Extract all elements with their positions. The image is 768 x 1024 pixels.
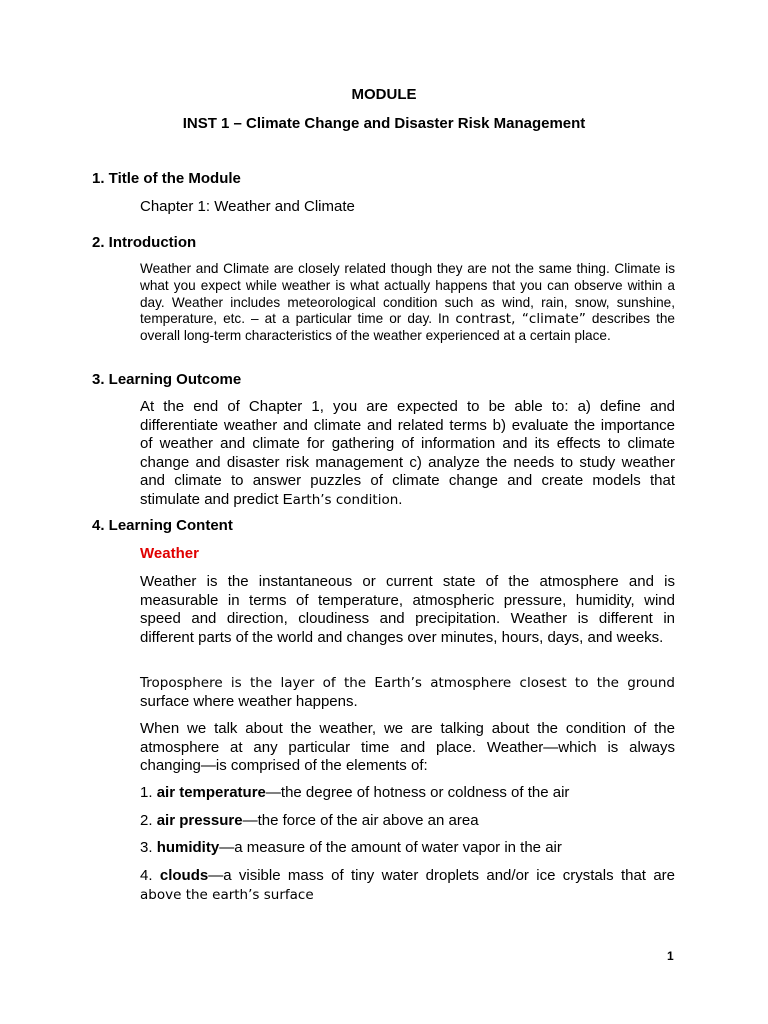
- list-item-term: air temperature: [156, 784, 266, 801]
- list-item-definition: —a measure of the amount of water vapor in the air: [219, 839, 562, 856]
- section-2-text-end: describes the overall long-term characteristics of the weather experienced at a certain place.: [140, 311, 675, 344]
- list-item-definition: —the force of the air above an area: [242, 812, 479, 829]
- weather-paragraph-1: Weather is the instantaneous or current state of the atmosphere and is measurable in terms of temperature, atmospheric pressure, humidity, wind speed and direction, cloudiness and precipitation. Weather is different in different parts of the world and changes over minutes, hours, days, and weeks.: [140, 573, 675, 646]
- weather-paragraph-2: [140, 674, 675, 711]
- list-item-number: 2.: [140, 812, 157, 829]
- section-1-heading: 1. Title of the Module: [92, 170, 241, 187]
- section-2-text-alt: contrast, “climate”: [455, 311, 586, 328]
- list-item: [140, 867, 675, 904]
- list-item-term: air pressure: [156, 812, 243, 829]
- list-item: [140, 839, 675, 858]
- section-3-text: [140, 398, 675, 509]
- section-1-text: Chapter 1: Weather and Climate: [140, 198, 355, 215]
- section-3-text-alt: arth’s condition: [292, 491, 399, 508]
- list-item-number: 3.: [140, 839, 157, 856]
- section-4-heading: 4. Learning Content: [92, 517, 233, 534]
- troposphere-text: Troposphere is the layer of the Earth’s atmosphere closest to the ground: [140, 675, 675, 691]
- list-item-number: 4.: [140, 867, 160, 884]
- section-3-heading: 3. Learning Outcome: [92, 371, 242, 388]
- troposphere-text-end: surface where weather happens.: [140, 692, 358, 710]
- section-2-text-main: Weather and Climate are closely related though they are not the same thing. Climate is what you expect while weather is what actually happens that you can observe within a day. Weather includes meteorological condition such as wind, rain, snow, sunshine, temperature, etc. – at a particular time or day. In: [140, 261, 675, 327]
- section-3-text-end: .: [398, 490, 403, 508]
- page-number: 1: [667, 949, 674, 963]
- list-item-definition: —the degree of hotness or coldness of the air: [265, 784, 570, 801]
- section-3-text-main: At the end of Chapter 1, you are expected to be able to: a) define and differentiate weather and climate and related terms b) evaluate the importance of weather and climate for gathering of information and its effects to climate change and disaster risk management c) analyze the needs to study weather and climate to answer puzzles of climate change and create models that stimulate and predict E: [140, 398, 675, 508]
- list-item-definition-continued: above the earth’s surface: [140, 886, 314, 903]
- list-item: [140, 812, 675, 831]
- weather-subheading: Weather: [140, 545, 199, 562]
- course-title: INST 1 – Climate Change and Disaster Risk Management: [182, 115, 586, 132]
- section-2-text: [140, 261, 675, 345]
- weather-paragraph-3: When we talk about the weather, we are talking about the condition of the atmosphere at any particular time and place. Weather—which is always changing—is comprised of the elements of:: [140, 720, 675, 774]
- list-item-definition: —a visible mass of tiny water droplets and/or ice crystals that are: [208, 867, 675, 884]
- section-2-heading: 2. Introduction: [92, 234, 197, 251]
- module-label: MODULE: [351, 86, 417, 103]
- list-item-number: 1.: [140, 784, 157, 801]
- list-item-term: humidity: [156, 839, 220, 856]
- list-item-term: clouds: [159, 867, 209, 884]
- list-item: [140, 784, 675, 803]
